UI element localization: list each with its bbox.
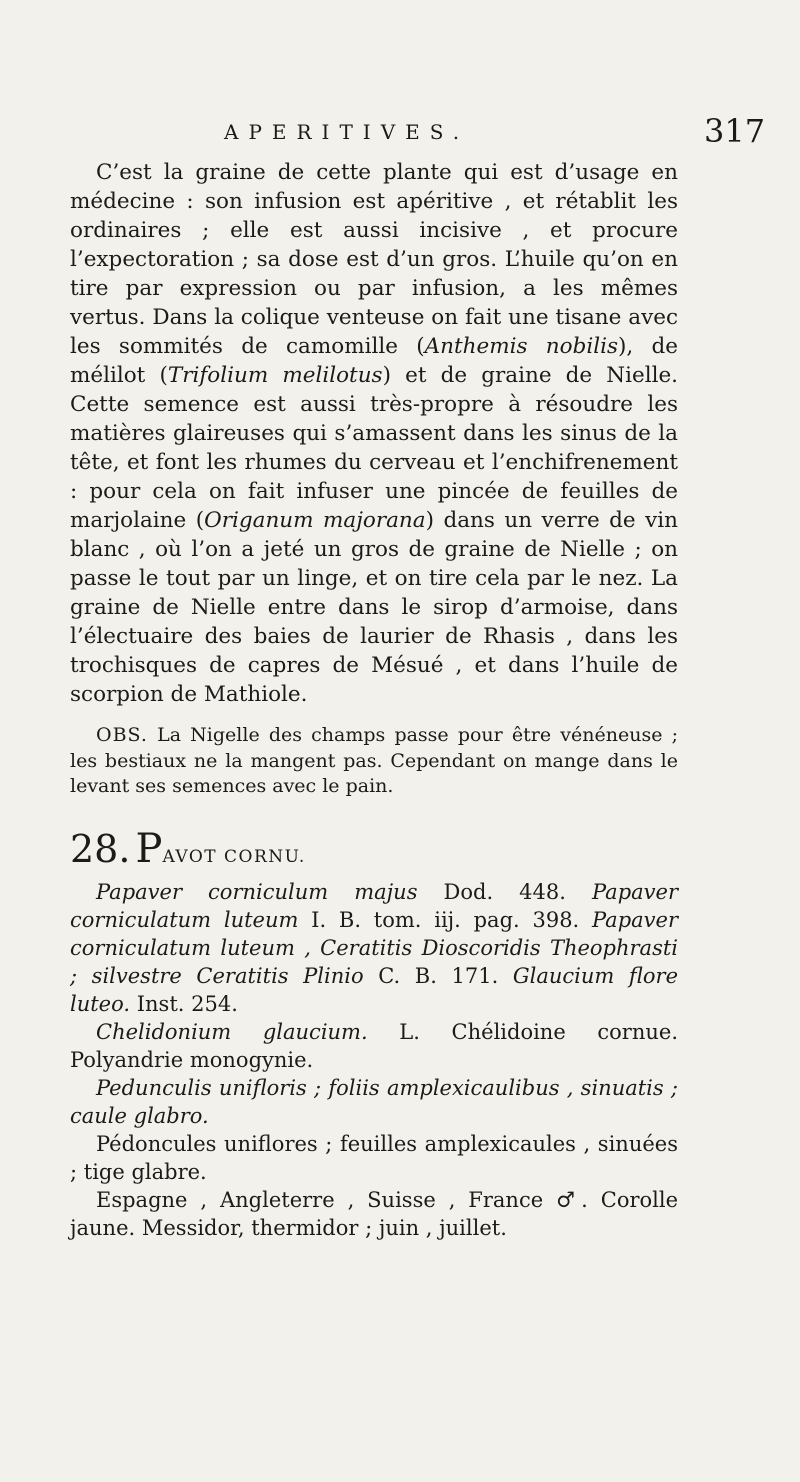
synonym-2-ref: I. B. tom. iij. pag. 398. [298,907,592,932]
origanum-name: Origanum majorana [204,508,426,533]
habitat-paragraph [70,1186,678,1242]
synonym-3: Papaver corniculatum luteum , Ceratitis Dioscoridis Theophrasti ; silvestre Ceratitis Plinio [70,907,678,988]
linnaeus-name: Chelidonium glaucium. [96,1019,368,1044]
obs-paragraph [70,723,678,800]
trifolium-name: Trifolium melilotus [167,363,383,388]
synonym-4-ref: Inst. 254. [130,991,238,1016]
entry-heading [70,826,678,872]
entry-number: 28. [70,826,131,871]
entry-title-initial: P [135,825,163,872]
synonym-3-ref: C. B. 171. [363,963,513,988]
french-description [70,1130,678,1186]
synonym-4: Glaucium flore luteo. [70,963,679,1016]
main-paragraph [70,158,678,709]
running-title: APERITIVES. [224,120,470,144]
latin-description-text: Pedunculis unifloris ; foliis amplexicaulibus , sinuatis ; caule glabro. [70,1075,678,1128]
latin-description [70,1074,678,1130]
synonyms-paragraph [70,878,678,1018]
page-number: 317 [704,112,766,150]
obs-label: OBS. [96,724,148,746]
french-description-text: Pédoncules uniflores ; feuilles amplexicaules , sinuées ; tige glabre. [70,1131,678,1184]
main-text-part-1: C’est la graine de cette plante qui est d’usage en médecine : son infusion est apéritive , et rétablit les ordinaires ; elle est aussi incisive , et procure l’expectoration ; sa dose est d’un gros. L’huile qu’on en tire par expression ou par infusion, a les mêmes vertus. Dans la colique venteuse on fait une tisane avec les sommités de camomille ( [70,160,678,359]
main-text-part-2: ), de mélilot ( [70,334,678,388]
page-header [0,112,800,152]
synonym-1: Papaver corniculum majus [96,879,418,904]
main-text-part-3: ) et de graine de Nielle. Cette semence est aussi très-propre à résoudre les matières glaireuses qui s’amassent dans les sinus de la tête, et font les rhumes du cerveau et l’enchifrenement : pour cela on fait infuser une pincée de feuilles de marjolaine ( [70,363,679,533]
anthemis-name: Anthemis nobilis [424,334,618,359]
linnaeus-paragraph [70,1018,678,1074]
synonym-1-ref: Dod. 448. [417,879,592,904]
linnaeus-ref: L. Chélidoine cornue. Polyandrie monogynie. [70,1019,678,1072]
text-block [70,158,678,1242]
synonym-2: Papaver corniculatum luteum [70,879,678,932]
entry-title-rest: AVOT CORNU. [162,846,306,867]
obs-text: La Nigelle des champs passe pour être vénéneuse ; les bestiaux ne la mangent pas. Cependant on mange dans le levant ses semences avec le pain. [70,724,678,797]
habitat-text: Espagne , Angleterre , Suisse , France ♂. Corolle jaune. Messidor, thermidor ; juin , juillet. [70,1187,678,1240]
main-text-part-4: ) dans un verre de vin blanc , où l’on a jeté un gros de graine de Nielle ; on passe le tout par un linge, et on tire cela par le nez. La graine de Nielle entre dans le sirop d’armoise, dans l’électuaire des baies de laurier de Rhasis , dans les trochisques de capres de Mésué , et dans l’huile de scorpion de Mathiole. [70,508,678,707]
